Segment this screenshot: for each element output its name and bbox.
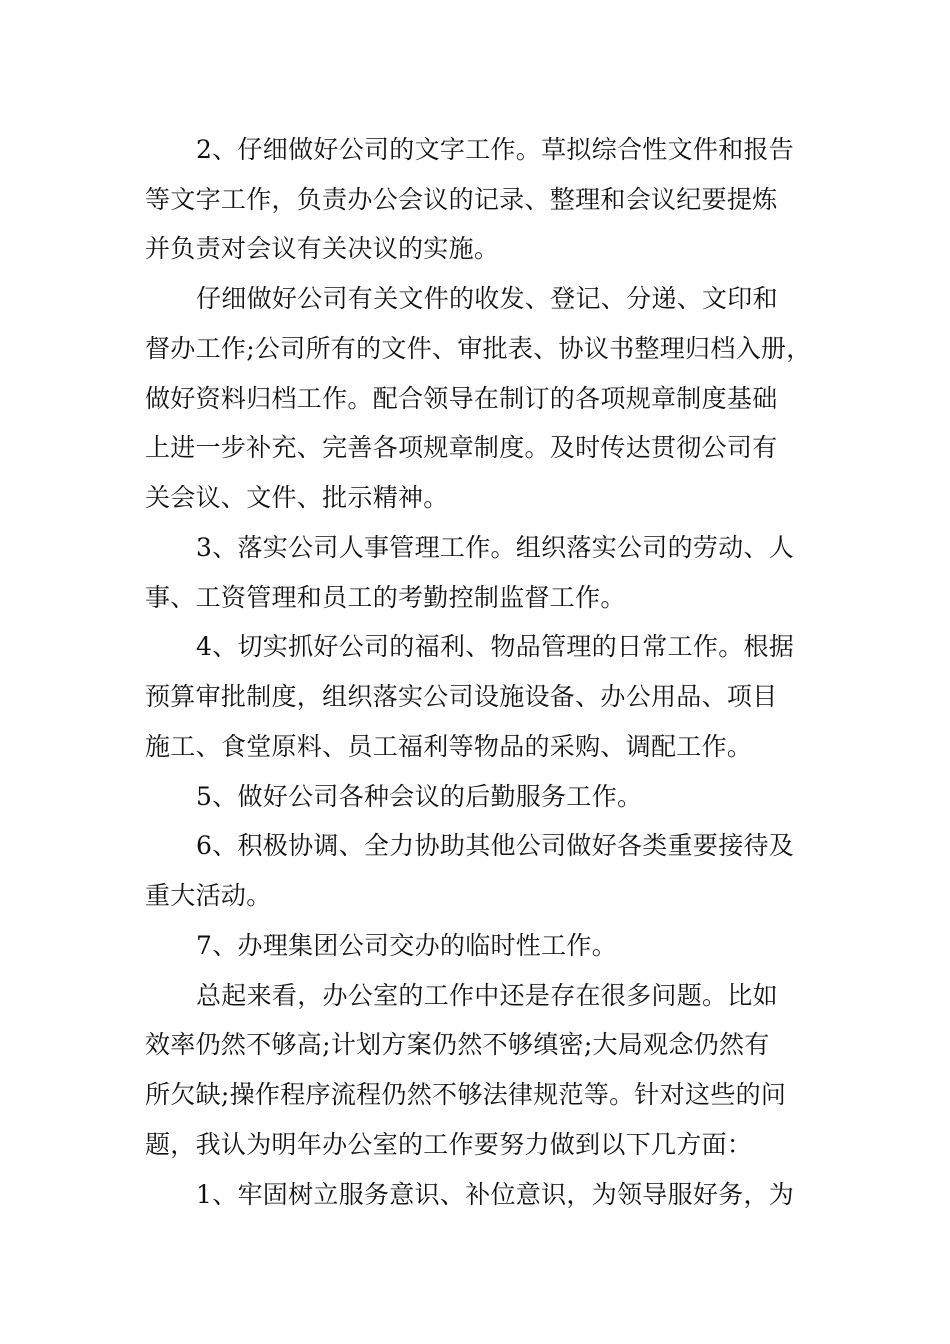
text-line: 督办工作;公司所有的文件、审批表、协议书整理归档入册， — [145, 334, 812, 363]
text-line: 事、工资管理和员工的考勤控制监督工作。 — [145, 583, 626, 612]
text-line: 上进一步补充、完善各项规章制度。及时传达贯彻公司有 — [145, 433, 778, 462]
text-line: 等文字工作，负责办公会议的记录、整理和会议纪要提炼 — [145, 185, 778, 214]
text-line: 5、做好公司各种会议的后勤服务工作。 — [196, 782, 643, 811]
text-line: 3、落实公司人事管理工作。组织落实公司的劳动、人 — [196, 533, 795, 562]
text-line: 6、积极协调、全力协助其他公司做好各类重要接待及 — [196, 831, 795, 860]
text-line: 7、办理集团公司交办的临时性工作。 — [196, 931, 618, 960]
text-line: 并负责对会议有关决议的实施。 — [145, 234, 500, 263]
text-line: 所欠缺;操作程序流程仍然不够法律规范等。针对这些的问 — [145, 1080, 787, 1109]
text-line: 2、仔细做好公司的文字工作。草拟综合性文件和报告 — [196, 135, 795, 164]
text-line: 关会议、文件、批示精神。 — [145, 483, 449, 512]
text-line: 总起来看，办公室的工作中还是存在很多问题。比如 — [196, 981, 778, 1010]
text-line: 做好资料归档工作。配合领导在制订的各项规章制度基础 — [145, 384, 778, 413]
text-line: 重大活动。 — [145, 881, 272, 910]
text-line: 仔细做好公司有关文件的收发、登记、分递、文印和 — [196, 284, 778, 313]
text-line: 4、切实抓好公司的福利、物品管理的日常工作。根据 — [196, 632, 795, 661]
text-line: 预算审批制度，组织落实公司设施设备、办公用品、项目 — [145, 682, 778, 711]
text-line: 题，我认为明年办公室的工作要努力做到以下几方面： — [145, 1130, 753, 1159]
text-line: 施工、食堂原料、员工福利等物品的采购、调配工作。 — [145, 732, 753, 761]
text-line: 效率仍然不够高;计划方案仍然不够缜密;大局观念仍然有 — [145, 1030, 770, 1059]
text-line: 1、牢固树立服务意识、补位意识，为领导服好务，为 — [196, 1180, 795, 1209]
